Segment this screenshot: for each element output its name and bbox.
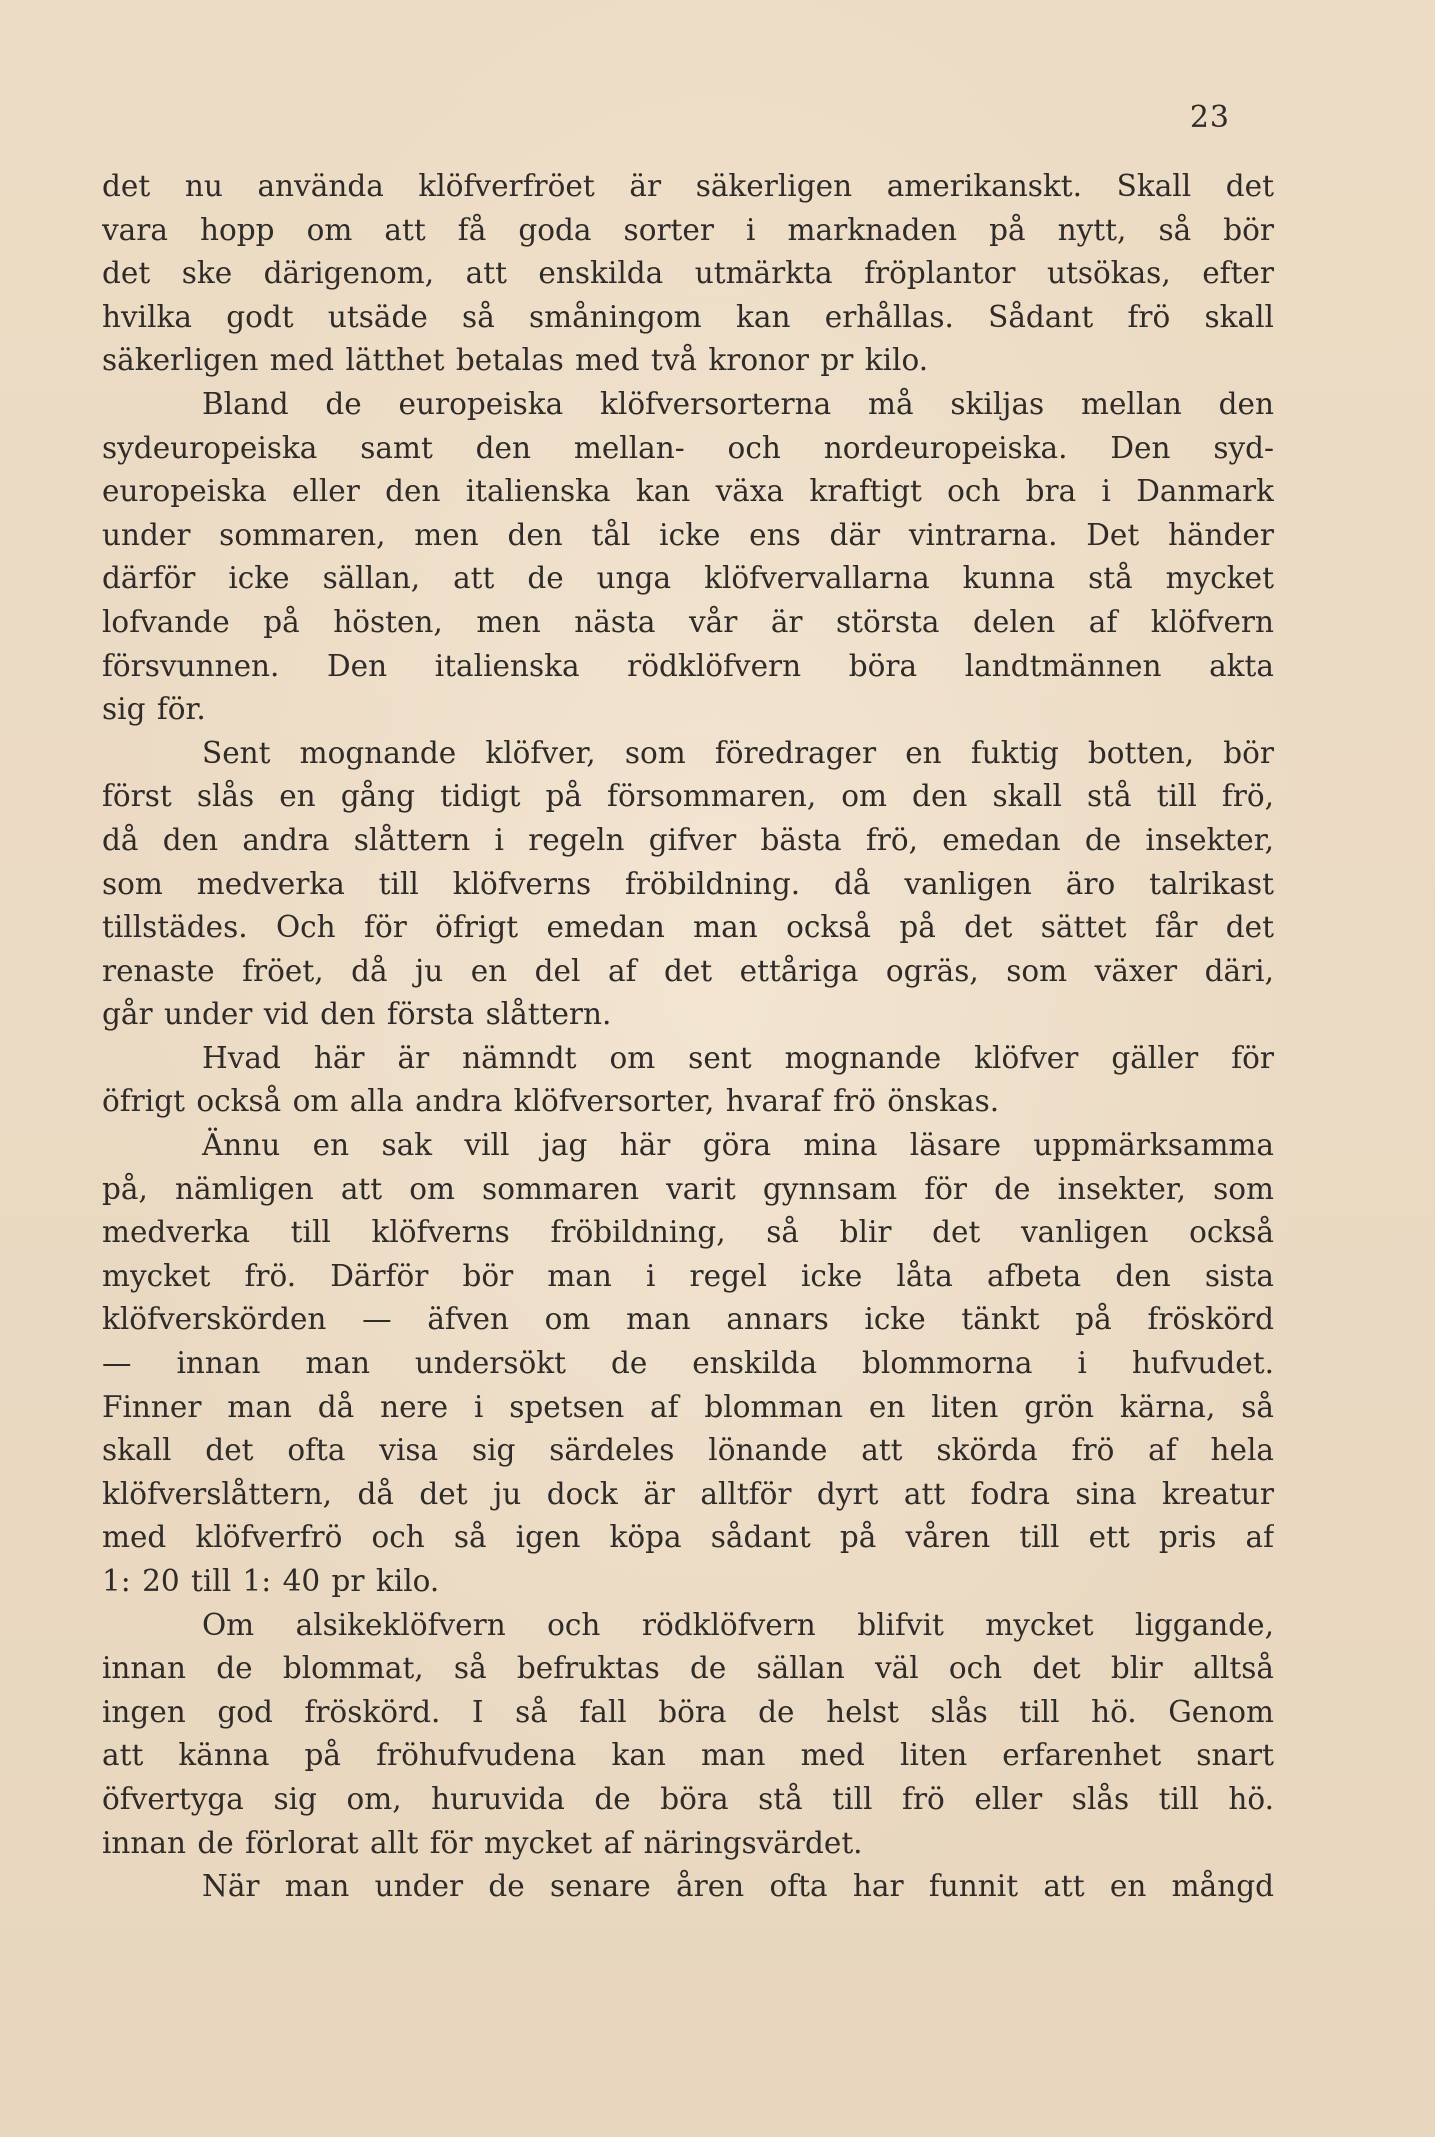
text-line: under sommaren, men den tål icke ens där vintrarna. Det händer xyxy=(102,517,1274,552)
text-line: öfrigt också om alla andra klöfversorter, hvaraf frö önskas. xyxy=(102,1084,1000,1119)
text-line: sig för. xyxy=(102,692,206,727)
text-line: tillstädes. Och för öfrigt emedan man också på det sättet får det xyxy=(102,910,1274,945)
text-line: mycket frö. Därför bör man i regel icke låta afbeta den sista xyxy=(102,1258,1274,1293)
text-line: det ske därigenom, att enskilda utmärkta fröplantor utsökas, efter xyxy=(102,256,1274,291)
text-line: går under vid den första slåttern. xyxy=(102,997,612,1032)
text-line: på, nämligen att om sommaren varit gynnsam för de insekter, som xyxy=(102,1171,1274,1206)
text-line: klöfverskörden — äfven om man annars icke tänkt på fröskörd xyxy=(102,1302,1274,1337)
text-line: innan de blommat, så befruktas de sällan väl och det blir alltså xyxy=(102,1651,1274,1686)
text-line: det nu använda klöfverfröet är säkerligen amerikanskt. Skall det xyxy=(102,169,1274,203)
text-line: lofvande på hösten, men nästa vår är största delen af klöfvern xyxy=(102,604,1274,639)
text-line: Ännu en sak vill jag här göra mina läsare uppmärksamma xyxy=(202,1128,1274,1163)
text-line: Sent mognande klöfver, som föredrager en fuktig botten, bör xyxy=(202,735,1274,770)
text-line: med klöfverfrö och så igen köpa sådant på våren till ett pris af xyxy=(102,1520,1274,1555)
text-line: att känna på fröhufvudena kan man med liten erfarenhet snart xyxy=(102,1738,1274,1773)
text-line: Bland de europeiska klöfversorterna må skiljas mellan den xyxy=(202,386,1274,421)
text-line: Hvad här är nämndt om sent mognande klöfver gäller för xyxy=(202,1040,1274,1075)
text-line: innan de förlorat allt för mycket af näringsvärdet. xyxy=(102,1825,863,1860)
text-line: skall det ofta visa sig särdeles lönande att skörda frö af hela xyxy=(102,1433,1274,1468)
page-number: 23 xyxy=(1189,100,1230,135)
text-line: medverka till klöfverns fröbildning, så blir det vanligen också xyxy=(102,1215,1274,1250)
text-line: då den andra slåttern i regeln gifver bästa frö, emedan de insekter, xyxy=(102,822,1274,857)
text-line: När man under de senare åren ofta har funnit att en mångd xyxy=(202,1869,1274,1904)
text-line: europeiska eller den italienska kan växa kraftigt och bra i Danmark xyxy=(102,474,1274,509)
text-line: — innan man undersökt de enskilda blommorna i hufvudet. xyxy=(102,1346,1274,1381)
text-line: försvunnen. Den italienska rödklöfvern böra landtmännen akta xyxy=(102,648,1274,683)
text-line: först slås en gång tidigt på försommaren, om den skall stå till frö, xyxy=(102,779,1274,814)
text-line: därför icke sällan, att de unga klöfvervallarna kunna stå mycket xyxy=(102,561,1274,596)
text-line: öfvertyga sig om, huruvida de böra stå till frö eller slås till hö. xyxy=(102,1781,1274,1816)
text-line: hvilka godt utsäde så småningom kan erhållas. Sådant frö skall xyxy=(102,299,1274,334)
text-line: renaste fröet, då ju en del af det ettåriga ogräs, som växer däri, xyxy=(102,953,1274,988)
text-line: vara hopp om att få goda sorter i marknaden på nytt, så bör xyxy=(102,212,1274,247)
text-line: Finner man då nere i spetsen af blomman en liten grön kärna, så xyxy=(102,1389,1274,1424)
text-line: sydeuropeiska samt den mellan- och nordeuropeiska. Den syd- xyxy=(102,430,1274,465)
text-line: säkerligen med lätthet betalas med två kronor pr kilo. xyxy=(102,343,929,378)
text-line: Om alsikeklöfvern och rödklöfvern blifvit mycket liggande, xyxy=(202,1607,1274,1642)
text-line: ingen god fröskörd. I så fall böra de helst slås till hö. Genom xyxy=(102,1694,1274,1729)
text-line: klöfverslåttern, då det ju dock är alltför dyrt att fodra sina kreatur xyxy=(102,1476,1274,1511)
body-text xyxy=(102,165,1274,1909)
text-line: 1: 20 till 1: 40 pr kilo. xyxy=(102,1564,440,1598)
text-line: som medverka till klöfverns fröbildning. då vanligen äro talrikast xyxy=(102,866,1274,901)
